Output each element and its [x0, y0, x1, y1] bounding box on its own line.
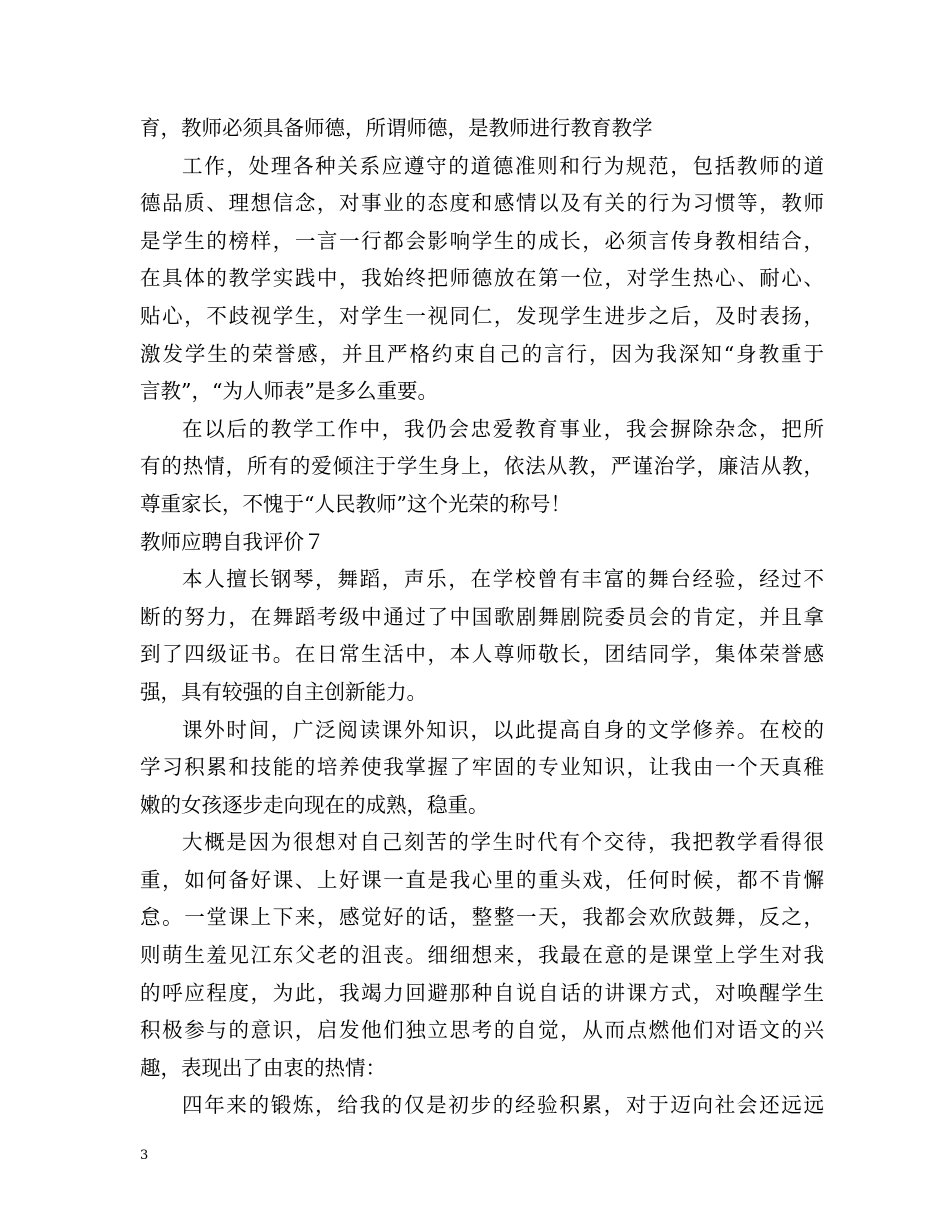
text-line: 学习积累和技能的培养使我掌握了牢固的专业知识，让我由一个天真稚: [140, 755, 824, 780]
text-line: 工作，处理各种关系应遵守的道德准则和行为规范，包括教师的道: [182, 153, 824, 178]
text-line: 尊重家长，不愧于“人民教师”这个光荣的称号！: [140, 491, 571, 516]
text-line: 贴心，不歧视学生，对学生一视同仁，发现学生进步之后，及时表扬，: [140, 303, 824, 328]
text-line: 课外时间，广泛阅读课外知识，以此提高自身的文学修养。在校的: [182, 717, 824, 742]
text-line: 到了四级证书。在日常生活中，本人尊师敬长，团结同学，集体荣誉感: [140, 642, 824, 667]
text-line: 在以后的教学工作中，我仍会忠爱教育事业，我会摒除杂念，把所: [182, 416, 824, 441]
text-line: 怠。一堂课上下来，感觉好的话，整整一天，我都会欢欣鼓舞，反之，: [140, 905, 824, 930]
text-line: 育，教师必须具备师德，所谓师德，是教师进行教育教学: [140, 116, 653, 140]
text-line: 教师应聘自我评价７: [140, 529, 325, 554]
text-line: 则萌生羞见江东父老的沮丧。细细想来，我最在意的是课堂上学生对我: [140, 943, 824, 968]
text-line: 有的热情，所有的爱倾注于学生身上，依法从教，严谨治学，廉洁从教，: [140, 454, 824, 479]
text-line: 激发学生的荣誉感，并且严格约束自己的言行，因为我深知“身教重于: [140, 341, 824, 366]
text-line: 大概是因为很想对自己刻苦的学生时代有个交待，我把教学看得很: [182, 830, 824, 855]
text-line: 四年来的锻炼，给我的仅是初步的经验积累，对于迈向社会还远远: [182, 1093, 824, 1118]
text-line: 德品质、理想信念，对事业的态度和感情以及有关的行为习惯等，教师: [140, 191, 824, 216]
text-line: 的呼应程度，为此，我竭力回避那种自说自话的讲课方式，对唤醒学生: [140, 980, 824, 1005]
text-line: 嫩的女孩逐步走向现在的成熟，稳重。: [140, 792, 489, 817]
text-line: 断的努力，在舞蹈考级中通过了中国歌剧舞剧院委员会的肯定，并且拿: [140, 604, 824, 629]
page-number: 3: [140, 1148, 149, 1163]
text-line: 强，具有较强的自主创新能力。: [140, 679, 427, 704]
text-line: 积极参与的意识，启发他们独立思考的自觉，从而点燃他们对语文的兴: [140, 1018, 824, 1043]
text-line: 重，如何备好课、上好课一直是我心里的重头戏，任何时候，都不肯懈: [140, 867, 824, 892]
text-line: 是学生的榜样，一言一行都会影响学生的成长，必须言传身教相结合，: [140, 228, 824, 253]
text-line: 言教”，“为人师表”是多么重要。: [140, 379, 438, 404]
body-text: [140, 110, 824, 1125]
text-line: 本人擅长钢琴，舞蹈，声乐，在学校曾有丰富的舞台经验，经过不: [182, 567, 824, 592]
text-line: 在具体的教学实践中，我始终把师德放在第一位，对学生热心、耐心、: [140, 266, 824, 291]
text-line: 趣，表现出了由衷的热情：: [140, 1055, 386, 1080]
